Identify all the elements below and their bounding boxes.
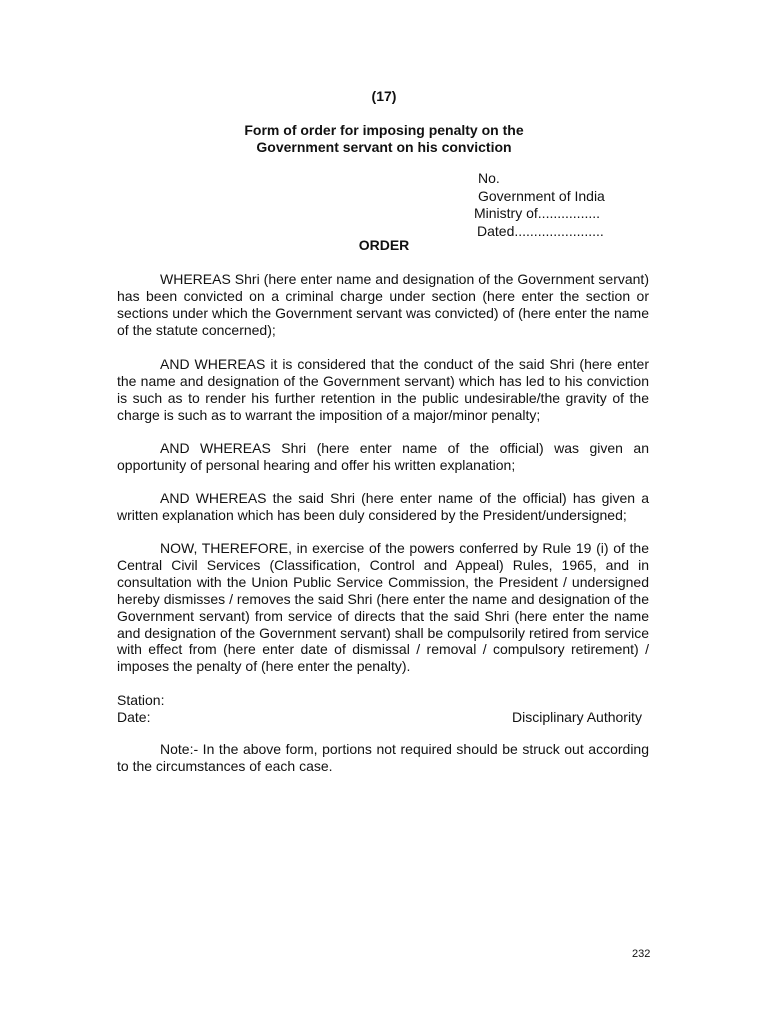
reference-ministry: Ministry of................: [474, 205, 601, 221]
paragraph-whereas-conduct: AND WHEREAS it is considered that the conduct of the said Shri (here enter the name and designation of the Government servant) which has led to his conviction is such as to render his further retention in the public undesirable/the gravity of the charge is such as to warrant the imposition of a major/minor penalty;: [117, 356, 649, 423]
form-serial-number: (17): [371, 88, 397, 104]
page-number: 232: [632, 948, 651, 960]
paragraph-now-therefore: NOW, THEREFORE, in exercise of the powers conferred by Rule 19 (i) of the Central Civil Services (Classification, Control and Appeal) Rules, 1965, and in consultation with the Union Public Service Commission, the President / undersigned hereby dismisses / removes the said Shri (here enter the name and designation of the Government servant) from service of directs that the said Shri (here enter the name and designation of the Government servant) shall be compulsorily retired from service with effect from (here enter date of dismissal / removal / compulsory retirement) / imposes the penalty of (here enter the penalty).: [117, 540, 649, 675]
station-label: Station:: [117, 692, 165, 708]
paragraph-whereas-explanation: AND WHEREAS the said Shri (here enter name of the official) has given a written explanation which has been duly considered by the President/undersigned;: [117, 490, 649, 523]
order-heading: ORDER: [358, 237, 410, 253]
paragraph-whereas-hearing: AND WHEREAS Shri (here enter name of the official) was given an opportunity of personal hearing and offer his written explanation;: [117, 440, 649, 473]
reference-number: No.: [478, 170, 500, 186]
reference-government: Government of India: [478, 187, 605, 204]
note-paragraph: Note:- In the above form, portions not required should be struck out according to the circumstances of each case.: [117, 741, 649, 774]
form-title-line-2: Government servant on his conviction: [256, 139, 512, 155]
disciplinary-authority-signatory: Disciplinary Authority: [512, 709, 642, 725]
paragraph-whereas-conviction: WHEREAS Shri (here enter name and designation of the Government servant) has been convicted on a criminal charge under section (here enter the section or sections under which the Government servant was convicted) of (here enter the name of the statute concerned);: [117, 271, 649, 338]
reference-block: [472, 170, 605, 240]
form-title: [0, 122, 768, 156]
reference-dated: Dated.......................: [477, 222, 604, 239]
form-title-line-1: Form of order for imposing penalty on the: [244, 122, 524, 138]
date-label: Date:: [117, 709, 151, 725]
